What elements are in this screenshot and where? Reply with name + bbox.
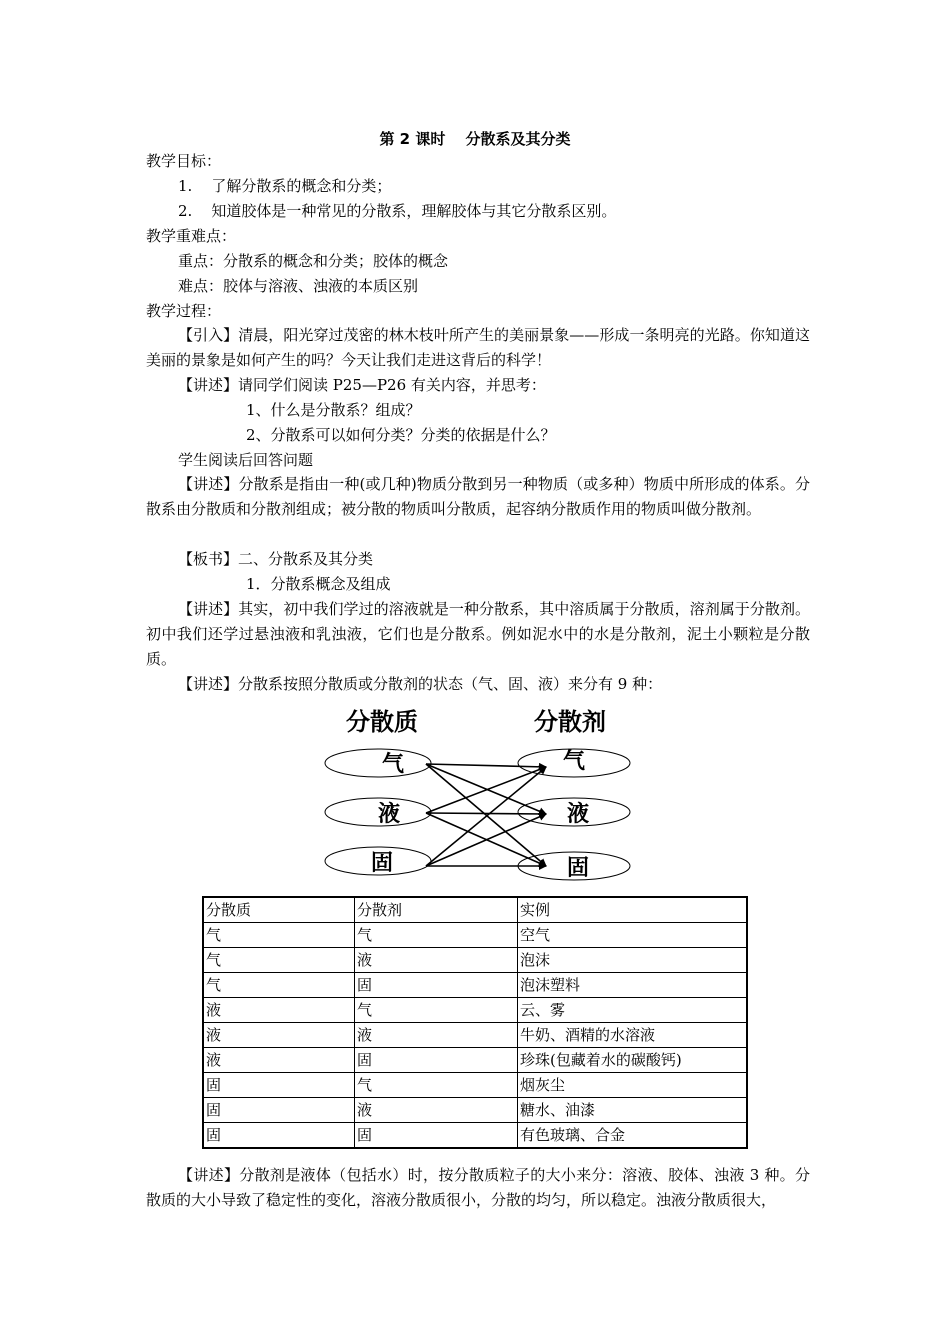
table-cell: 牛奶、酒精的水溶液 <box>518 1023 748 1048</box>
table-cell: 气 <box>203 948 355 973</box>
table-row <box>203 1073 747 1098</box>
table-header-row <box>203 897 747 923</box>
objective-item <box>178 174 391 198</box>
table-cell: 液 <box>203 998 355 1023</box>
left-node-label: 液 <box>377 802 401 827</box>
table-cell: 液 <box>355 1098 518 1123</box>
table-cell: 固 <box>203 1123 355 1149</box>
board-subheading: 1．分散系概念及组成 <box>246 575 391 593</box>
table-cell: 气 <box>355 998 518 1023</box>
table-cell: 珍珠(包藏着水的碳酸钙) <box>518 1048 748 1073</box>
table-row <box>203 1098 747 1123</box>
table-cell: 烟灰尘 <box>518 1073 748 1098</box>
table-cell: 泡沫 <box>518 948 748 973</box>
objective-num: 1. <box>178 177 193 195</box>
objective-item <box>178 199 616 223</box>
dispersion-table <box>202 896 748 1149</box>
objective-num: 2. <box>178 202 193 220</box>
left-node-label: 气 <box>381 752 405 777</box>
table-row <box>203 1123 747 1149</box>
arrow-gas-to-gas <box>426 764 546 767</box>
table-cell: 液 <box>203 1048 355 1073</box>
table-cell: 泡沫塑料 <box>518 973 748 998</box>
table-cell: 固 <box>355 1123 518 1149</box>
table-cell: 液 <box>355 1023 518 1048</box>
hard-point: 难点：胶体与溶液、浊液的本质区别 <box>178 277 419 295</box>
table-cell: 固 <box>203 1098 355 1123</box>
table-cell: 气 <box>203 923 355 948</box>
objective-text: 了解分散系的概念和分类； <box>211 177 392 195</box>
table-cell: 固 <box>203 1073 355 1098</box>
table-row <box>203 923 747 948</box>
intro-paragraph: 【引入】清晨，阳光穿过茂密的林木枝叶所产生的美丽景象——形成一条明亮的光路。你知道这美丽的景象是如何产生的吗？今天让我们走进这背后的科学！ <box>146 326 810 369</box>
table-cell: 液 <box>203 1023 355 1048</box>
table-row <box>203 973 747 998</box>
right-node-label: 固 <box>566 856 590 881</box>
objectives-heading: 教学目标： <box>146 152 222 170</box>
table-header-cell: 分散剂 <box>355 897 518 923</box>
table-cell: 气 <box>355 1073 518 1098</box>
question-item: 2、分散系可以如何分类？分类的依据是什么？ <box>246 426 556 444</box>
table-cell: 糖水、油漆 <box>518 1098 748 1123</box>
lecture-paragraph: 【讲述】请同学们阅读 P25—P26 有关内容，并思考： <box>178 376 546 394</box>
table-cell: 有色玻璃、合金 <box>518 1123 748 1149</box>
table-cell: 气 <box>355 923 518 948</box>
student-activity: 学生阅读后回答问题 <box>178 451 314 469</box>
right-column-title: 分散剂 <box>534 708 606 736</box>
table-row <box>203 998 747 1023</box>
left-column-title: 分散质 <box>346 708 418 736</box>
objective-text: 知道胶体是一种常见的分散系，理解胶体与其它分散系区别。 <box>211 202 617 220</box>
right-node-label: 液 <box>566 802 590 827</box>
table-cell: 空气 <box>518 923 748 948</box>
key-point: 重点：分散系的概念和分类；胶体的概念 <box>178 252 449 270</box>
lecture-paragraph: 【讲述】分散系是指由一种(或几种)物质分散到另一种物质（或多种）物质中所形成的体系。分散系由分散质和分散剂组成；被分散的物质叫分散质，起容纳分散质作用的物质叫做分散剂。 <box>146 475 810 518</box>
question-item: 1、什么是分散系？组成？ <box>246 401 421 419</box>
table-row <box>203 948 747 973</box>
table-header-cell: 实例 <box>518 897 748 923</box>
table-cell: 云、雾 <box>518 998 748 1023</box>
table-row <box>203 1048 747 1073</box>
table-cell: 固 <box>355 973 518 998</box>
dispersion-diagram <box>318 700 638 890</box>
page-title: 第 2 课时 分散系及其分类 <box>379 130 571 148</box>
left-node-label: 固 <box>370 851 394 876</box>
table-cell: 气 <box>203 973 355 998</box>
lecture-paragraph: 【讲述】其实，初中我们学过的溶液就是一种分散系，其中溶质属于分散质，溶剂属于分散剂。初中我们还学过悬浊液和乳浊液，它们也是分散系。例如泥水中的水是分散剂，泥土小颗粒是分散质。 <box>146 600 810 668</box>
table-header-cell: 分散质 <box>203 897 355 923</box>
difficulty-heading: 教学重难点： <box>146 227 237 245</box>
process-heading: 教学过程： <box>146 302 222 320</box>
table-cell: 固 <box>355 1048 518 1073</box>
table-row <box>203 1023 747 1048</box>
lecture-paragraph: 【讲述】分散剂是液体（包括水）时，按分散质粒子的大小来分：溶液、胶体、浊液 3 种。分散质的大小导致了稳定性的变化，溶液分散质很小，分散的均匀，所以稳定。浊液分散质很大， <box>146 1166 810 1209</box>
arrow-liquid-to-liquid <box>426 813 546 814</box>
board-heading: 【板书】二、分散系及其分类 <box>178 550 374 568</box>
right-node-label: 气 <box>562 749 586 774</box>
left-node-oval <box>325 749 431 777</box>
table-cell: 液 <box>355 948 518 973</box>
lecture-paragraph: 【讲述】分散系按照分散质或分散剂的状态（气、固、液）来分有 9 种： <box>178 675 663 693</box>
